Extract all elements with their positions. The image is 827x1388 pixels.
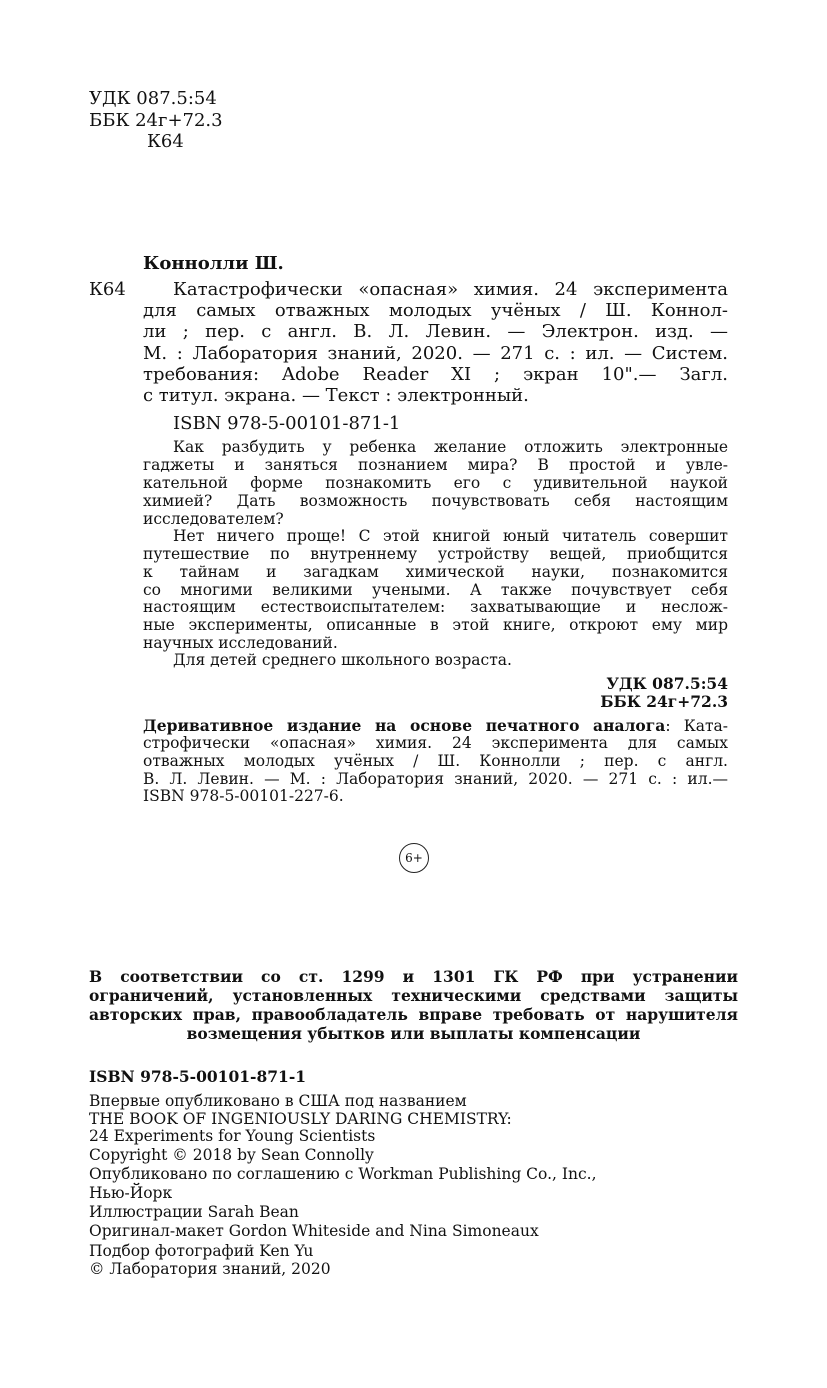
derivative-line: строфически «опасная» химия. 24 эксперимента для самых xyxy=(143,734,728,752)
legal-notice-line: авторских прав, правообладатель вправе требовать от нарушителя xyxy=(89,1005,738,1024)
annotation-line: кательной форме познакомить его с удивительной наукой xyxy=(143,474,728,492)
derivative-intro: Деривативное издание на основе печатного аналога xyxy=(143,716,666,735)
entry-isbn: ISBN 978-5-00101-871-1 xyxy=(173,413,401,434)
entry-line: Катастрофически «опасная» химия. 24 эксперимента xyxy=(173,279,728,300)
imprint-line: Нью-Йорк xyxy=(89,1184,173,1202)
entry-line: требования: Adobe Reader XI ; экран 10".— Загл. xyxy=(143,364,728,385)
annotation-line: химией? Дать возможность почувствовать себя настоящим xyxy=(143,492,728,510)
annotation-audience: Для детей среднего школьного возраста. xyxy=(173,651,512,669)
legal-notice-line: ограничений, установленных техническими средствами защиты xyxy=(89,986,738,1005)
imprint-line: THE BOOK OF INGENIOUSLY DARING CHEMISTRY: xyxy=(89,1110,512,1128)
annotation-udk: УДК 087.5:54 xyxy=(606,674,728,693)
entry-line: для самых отважных молодых учёных / Ш. Коннол- xyxy=(143,300,728,321)
top-udk: УДК 087.5:54 xyxy=(89,88,217,109)
derivative-first-line xyxy=(143,716,728,735)
imprint-line: Опубликовано по соглашению с Workman Publishing Co., Inc., xyxy=(89,1165,597,1183)
imprint-line: © Лаборатория знаний, 2020 xyxy=(89,1260,331,1278)
author-heading: Коннолли Ш. xyxy=(143,253,284,274)
entry-code: К64 xyxy=(89,279,126,300)
imprint-line: Впервые опубликовано в США под названием xyxy=(89,1092,467,1110)
imprint-line: Подбор фотографий Ken Yu xyxy=(89,1242,314,1260)
annotation-line: путешествие по внутреннему устройству вещей, приобщится xyxy=(143,545,728,563)
annotation-bbk: ББК 24г+72.3 xyxy=(600,692,728,711)
derivative-line: В. Л. Левин. — М. : Лаборатория знаний, 2020. — 271 с. : ил.— xyxy=(143,770,728,788)
annotation-line: со многими великими учеными. А также почувствует себя xyxy=(143,581,728,599)
annotation-line: научных исследований. xyxy=(143,634,338,652)
top-author-code: К64 xyxy=(147,131,184,152)
top-bbk: ББК 24г+72.3 xyxy=(89,110,223,131)
annotation-line: настоящим естествоиспытателем: захватывающие и неслож- xyxy=(143,598,728,616)
derivative-line: отважных молодых учёных / Ш. Коннолли ; пер. с англ. xyxy=(143,752,728,770)
annotation-line: Нет ничего проще! С этой книгой юный читатель совершит xyxy=(173,527,728,545)
legal-notice-line: возмещения убытков или выплаты компенсации xyxy=(186,1024,641,1043)
annotation-line: исследователем? xyxy=(143,510,284,528)
imprint-line: Copyright © 2018 by Sean Connolly xyxy=(89,1146,374,1164)
annotation-line: Как разбудить у ребенка желание отложить электронные xyxy=(173,438,728,456)
imprint-line: Оригинал-макет Gordon Whiteside and Nina Simoneaux xyxy=(89,1222,539,1240)
entry-line: ли ; пер. с англ. В. Л. Левин. — Электрон. изд. — xyxy=(143,321,728,342)
derivative-line: ISBN 978-5-00101-227-6. xyxy=(143,787,344,805)
imprint-line: 24 Experiments for Young Scientists xyxy=(89,1127,376,1145)
entry-line: М. : Лаборатория знаний, 2020. — 271 с. : ил. — Систем. xyxy=(143,343,728,364)
imprint-line: Иллюстрации Sarah Bean xyxy=(89,1203,299,1221)
annotation-line: гаджеты и заняться познанием мира? В простой и увле- xyxy=(143,456,728,474)
annotation-line: к тайнам и загадкам химической науки, познакомится xyxy=(143,563,728,581)
imprint-isbn: ISBN 978-5-00101-871-1 xyxy=(89,1067,307,1086)
entry-line: с титул. экрана. — Текст : электронный. xyxy=(143,385,529,406)
age-rating-badge: 6+ xyxy=(399,843,429,873)
annotation-line: ные эксперименты, описанные в этой книге, откроют ему мир xyxy=(143,616,728,634)
derivative-intro-rest: : Ката- xyxy=(665,717,728,735)
legal-notice-line: В соответствии со ст. 1299 и 1301 ГК РФ при устранении xyxy=(89,967,738,986)
